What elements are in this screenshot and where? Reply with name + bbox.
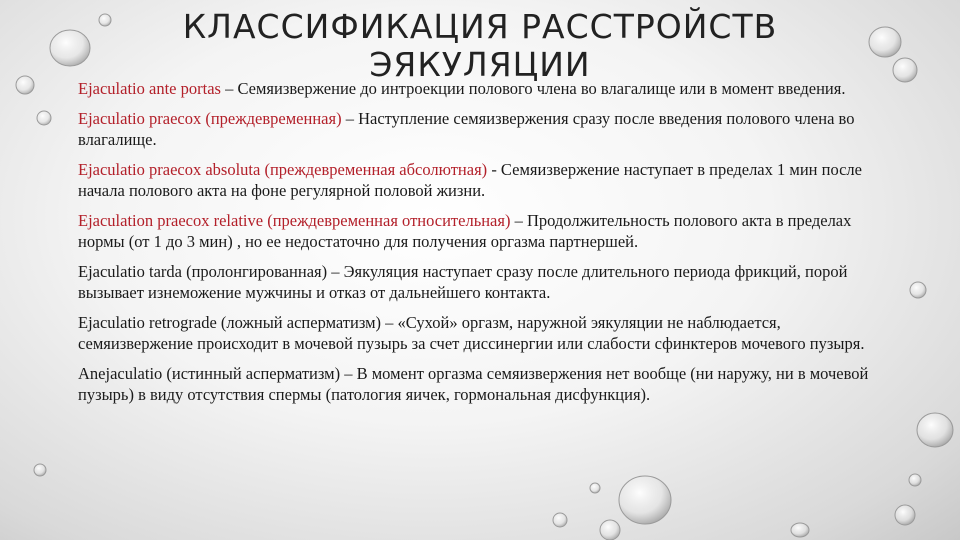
list-item [78, 363, 898, 406]
item-text: Ejaculatio tarda (пролонгированная) – Эякуляция наступает сразу после длительного периода фрикций, порой вызывает изнеможение мужчины и отказ от дальнейшего контакта. [78, 261, 848, 302]
list-item [78, 78, 898, 100]
item-term: Ejaculation praecox relative (преждевременная относительная) [78, 210, 511, 230]
list-item [78, 261, 898, 304]
list-item [78, 159, 898, 202]
classification-list [78, 78, 898, 414]
list-item [78, 108, 898, 151]
slide-title: КЛАССИФИКАЦИЯ РАССТРОЙСТВ ЭЯКУЛЯЦИИ [182, 7, 778, 84]
item-term: Ejaculatio ante portas [78, 79, 221, 98]
item-text: Ejaculatio retrograde (ложный асперматизм) – «Сухой» оргазм, наружной эякуляции не наблюдается, семяизвержение происходит в мочевой пузырь за счет диссинергии или слабости сфинктеров мочевого пузыря. [78, 312, 865, 353]
item-term: Ejaculatio praecox (преждевременная) [78, 108, 342, 128]
item-term: Ejaculatio praecox absoluta (преждевременная абсолютная) [78, 159, 488, 179]
item-text: - Семяизвержение наступает в пределах 1 мин после начала полового акта на фоне регулярной половой жизни. [78, 159, 862, 200]
item-text: Anejaculatio (истинный асперматизм) – В момент оргазма семяизвержения нет вообще (ни наружу, ни в мочевой пузырь) в виду отсутствия спермы (патология яичек, гормональная дисфункция). [78, 363, 869, 404]
list-item [78, 210, 898, 253]
item-text: – Наступление семяизвержения сразу после введения полового члена во влагалище. [78, 108, 855, 149]
item-text: – Семяизвержение до интроекции полового члена во влагалище или в момент введения. [220, 79, 846, 98]
list-item [78, 312, 898, 355]
item-text: – Продолжительность полового акта в пределах нормы (от 1 до 3 мин) , но ее недостаточно для получения оргазма партнершей. [78, 210, 852, 251]
